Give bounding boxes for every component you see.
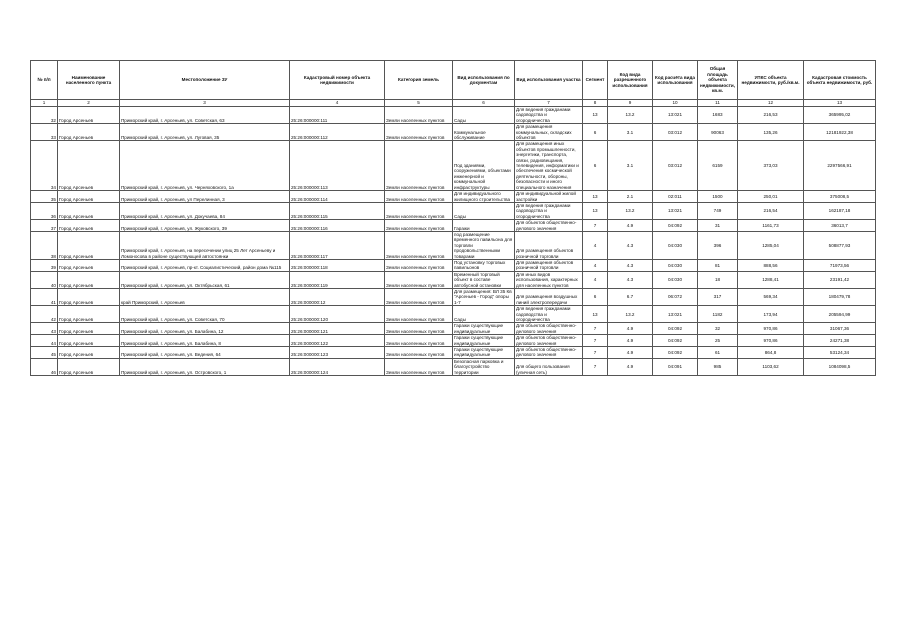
- cell-upks: 250,01: [738, 191, 804, 203]
- cell-settlement-name: Город Арсеньев: [58, 259, 120, 271]
- cell-calc-code: 04:092: [653, 335, 698, 347]
- cell-plot-use: Для объектов общественно-делового значения: [515, 220, 583, 232]
- table-row: [31, 141, 876, 191]
- cell-area: 396: [698, 231, 738, 259]
- cell-use-by-documents: Гаражи существующие индивидуальные: [453, 335, 515, 347]
- cell-calc-code: 06:072: [653, 289, 698, 306]
- cell-use-code: 4.9: [608, 220, 653, 232]
- cell-area: 32: [698, 323, 738, 335]
- cell-upks: 1103,62: [738, 358, 804, 375]
- cell-cadastral-cost: 162187,18: [804, 202, 876, 219]
- cell-cadastral-number: 25:26:000000:116: [290, 220, 385, 232]
- cadastral-table: [30, 60, 876, 376]
- cell-upks: 373,03: [738, 141, 804, 191]
- cell-land-category: Земли населенных пунктов: [385, 231, 453, 259]
- cell-row-number: 33: [31, 124, 58, 141]
- cell-use-code: 4.9: [608, 358, 653, 375]
- cell-calc-code: 04:091: [653, 358, 698, 375]
- cell-settlement-name: Город Арсеньев: [58, 358, 120, 375]
- cell-plot-use: Для ведения гражданами садоводства и огородничества: [515, 306, 583, 323]
- cell-calc-code: 04:092: [653, 347, 698, 359]
- cell-area: 6159: [698, 141, 738, 191]
- cell-settlement-name: Город Арсеньев: [58, 323, 120, 335]
- cell-settlement-name: Город Арсеньев: [58, 107, 120, 124]
- cell-settlement-name: Город Арсеньев: [58, 335, 120, 347]
- cell-settlement-name: Город Арсеньев: [58, 231, 120, 259]
- col-number: 12: [738, 100, 804, 107]
- cell-plot-use: Для иных видов использования, характерных для населенных пунктов: [515, 271, 583, 288]
- cell-calc-code: 04:030: [653, 259, 698, 271]
- cell-upks: 1161,73: [738, 220, 804, 232]
- cell-cadastral-number: 25:26:000000:121: [290, 323, 385, 335]
- col-header-location: Местоположение ЗУ: [120, 61, 290, 100]
- cell-area: 317: [698, 289, 738, 306]
- cell-use-code: 4.3: [608, 259, 653, 271]
- cell-row-number: 42: [31, 306, 58, 323]
- cell-segment: 4: [583, 259, 608, 271]
- table-row: [31, 231, 876, 259]
- col-header-segment: Сегмент: [583, 61, 608, 100]
- col-number: 11: [698, 100, 738, 107]
- cell-land-category: Земли населенных пунктов: [385, 259, 453, 271]
- cell-land-category: Земли населенных пунктов: [385, 289, 453, 306]
- cell-use-by-documents: Для индивидуального жилищного строительства: [453, 191, 515, 203]
- cell-cadastral-cost: 365995,02: [804, 107, 876, 124]
- cell-cadastral-cost: 36013,7: [804, 220, 876, 232]
- table-row: [31, 271, 876, 288]
- cell-location: Приморский край, г. Арсеньев, ул. Советская, 70: [120, 306, 290, 323]
- cell-use-by-documents: Сады: [453, 107, 515, 124]
- cell-cadastral-number: 25:26:000000:119: [290, 271, 385, 288]
- cell-location: Приморский край, г. Арсеньев, ул. Балабина, 8: [120, 335, 290, 347]
- cell-use-by-documents: Гаражи существующие индивидуальные: [453, 347, 515, 359]
- col-header-use: Вид использования участка: [515, 61, 583, 100]
- cell-area: 1182: [698, 306, 738, 323]
- cell-use-by-documents: Коммунальное обслуживание: [453, 124, 515, 141]
- cell-cadastral-number: 25:26:000000:112: [290, 124, 385, 141]
- cell-area: 81: [698, 259, 738, 271]
- col-header-area: Общая площадь объекта недвижимости, кв.м.: [698, 61, 738, 100]
- cell-upks: 216,53: [738, 107, 804, 124]
- col-header-calc-code: Код расчёта вида использования: [653, 61, 698, 100]
- cell-calc-code: 04:092: [653, 323, 698, 335]
- cell-settlement-name: Город Арсеньев: [58, 191, 120, 203]
- cell-settlement-name: Город Арсеньев: [58, 124, 120, 141]
- col-header-land-category: Категория земель: [385, 61, 453, 100]
- cell-upks: 216,54: [738, 202, 804, 219]
- cell-use-code: 6.7: [608, 289, 653, 306]
- cell-area: 18: [698, 271, 738, 288]
- cell-use-by-documents: Под зданиями, сооружениями, объектами инженерной и коммунальной инфраструктуры: [453, 141, 515, 191]
- table-row: [31, 347, 876, 359]
- cell-cadastral-number: 25:26:000000:12: [290, 289, 385, 306]
- cell-use-by-documents: Гаражи: [453, 220, 515, 232]
- cell-cadastral-cost: 1084098,5: [804, 358, 876, 375]
- col-number: 13: [804, 100, 876, 107]
- cell-segment: 7: [583, 323, 608, 335]
- cell-segment: 7: [583, 358, 608, 375]
- cell-upks: 888,56: [738, 259, 804, 271]
- cell-plot-use: Для ведения гражданами садоводства и огородничества: [515, 202, 583, 219]
- table-row: [31, 124, 876, 141]
- cell-location: Приморский край, г. Арсеньев, пр-кт. Социалистический, район дома №115: [120, 259, 290, 271]
- cell-use-code: 4.9: [608, 347, 653, 359]
- cell-plot-use: Для размещения воздушных линий электропередачи: [515, 289, 583, 306]
- cell-location: Приморский край, г. Арсеньев, ул. Октябрьская, 61: [120, 271, 290, 288]
- cell-upks: 173,94: [738, 306, 804, 323]
- cell-plot-use: Для размещения коммунальных, складских объектов: [515, 124, 583, 141]
- col-number: 9: [608, 100, 653, 107]
- cell-area: 1500: [698, 191, 738, 203]
- cell-row-number: 36: [31, 202, 58, 219]
- cell-calc-code: 13:021: [653, 107, 698, 124]
- cell-segment: 7: [583, 335, 608, 347]
- cell-segment: 13: [583, 202, 608, 219]
- cell-land-category: Земли населенных пунктов: [385, 306, 453, 323]
- table-row: [31, 107, 876, 124]
- cell-area: 749: [698, 202, 738, 219]
- table-row: [31, 202, 876, 219]
- cell-row-number: 34: [31, 141, 58, 191]
- cell-land-category: Земли населенных пунктов: [385, 202, 453, 219]
- cell-use-code: 4.3: [608, 231, 653, 259]
- cell-plot-use: Для объектов общественно-делового значения: [515, 335, 583, 347]
- cell-use-by-documents: Под установку торговых павильонов: [453, 259, 515, 271]
- cell-segment: 4: [583, 271, 608, 288]
- cell-location: Приморский край, г. Арсеньев, ул. Луговая, 35: [120, 124, 290, 141]
- cell-location: Приморский край, г. Арсеньев, ул Перелинная, 3: [120, 191, 290, 203]
- cell-cadastral-number: 25:26:000000:124: [290, 358, 385, 375]
- cell-settlement-name: Город Арсеньев: [58, 306, 120, 323]
- cell-upks: 1288,41: [738, 271, 804, 288]
- cell-use-code: 3.1: [608, 141, 653, 191]
- cell-plot-use: Для объектов общественно-делового значения: [515, 347, 583, 359]
- cell-cadastral-cost: 53124,34: [804, 347, 876, 359]
- col-number: 3: [120, 100, 290, 107]
- cell-row-number: 37: [31, 220, 58, 232]
- cell-location: Приморский край, г. Арсеньев, ул. Докучаева, 84: [120, 202, 290, 219]
- cell-cadastral-number: 25:26:000000:118: [290, 259, 385, 271]
- cell-row-number: 39: [31, 259, 58, 271]
- table-body: [31, 107, 876, 376]
- cell-area: 90063: [698, 124, 738, 141]
- cell-plot-use: Для размещения иных объектов промышленности, энергетики, транспорта, связи, радиовещания, телевидения, информатики и обеспечения космической деятельности, обороны, безопасности и иного специального назначения: [515, 141, 583, 191]
- cell-cadastral-number: 25:26:000000:113: [290, 141, 385, 191]
- cell-land-category: Земли населенных пунктов: [385, 358, 453, 375]
- cell-cadastral-cost: 2297566,91: [804, 141, 876, 191]
- cell-calc-code: 04:030: [653, 231, 698, 259]
- cell-cadastral-cost: 31067,36: [804, 323, 876, 335]
- cell-use-code: 13.2: [608, 107, 653, 124]
- cell-segment: 6: [583, 289, 608, 306]
- table-row: [31, 289, 876, 306]
- cell-use-by-documents: Временный торговый объект в составе автобусной остановки: [453, 271, 515, 288]
- cell-upks: 1285,04: [738, 231, 804, 259]
- cell-settlement-name: Город Арсеньев: [58, 220, 120, 232]
- column-number-row: [31, 100, 876, 107]
- cell-upks: 135,26: [738, 124, 804, 141]
- cell-plot-use: Для объектов общественно-делового значения: [515, 323, 583, 335]
- cell-cadastral-cost: 375008,5: [804, 191, 876, 203]
- cell-cadastral-number: 25:26:000000:122: [290, 335, 385, 347]
- cell-location: край Приморский, г. Арсеньев: [120, 289, 290, 306]
- cell-plot-use: Для индивидуальной жилой застройки: [515, 191, 583, 203]
- cell-cadastral-cost: 180479,78: [804, 289, 876, 306]
- cell-use-by-documents: Сады: [453, 306, 515, 323]
- col-header-use-code: Код вида разрешенного использования: [608, 61, 653, 100]
- cell-cadastral-number: 25:26:000000:114: [290, 191, 385, 203]
- cell-settlement-name: Город Арсеньев: [58, 289, 120, 306]
- cell-location: Приморский край, г. Арсеньев, ул. Ведения, 64: [120, 347, 290, 359]
- table-row: [31, 306, 876, 323]
- cell-cadastral-cost: 205594,99: [804, 306, 876, 323]
- cell-settlement-name: Город Арсеньев: [58, 347, 120, 359]
- cell-use-code: 2.1: [608, 191, 653, 203]
- cell-settlement-name: Город Арсеньев: [58, 271, 120, 288]
- col-number: 4: [290, 100, 385, 107]
- cell-upks: 970,86: [738, 335, 804, 347]
- cell-location: Приморский край, г. Арсеньев, ул. Островского, 1: [120, 358, 290, 375]
- cell-land-category: Земли населенных пунктов: [385, 191, 453, 203]
- cell-cadastral-number: 25:26:000000:115: [290, 202, 385, 219]
- cell-location: Приморский край, г. Арсеньев, ул. Черняховского, 1а: [120, 141, 290, 191]
- cell-plot-use: Для ведения гражданами садоводства и огородничества: [515, 107, 583, 124]
- cell-cadastral-cost: 24271,38: [804, 335, 876, 347]
- col-number: 8: [583, 100, 608, 107]
- cell-calc-code: 03:012: [653, 124, 698, 141]
- cell-cadastral-cost: 508877,93: [804, 231, 876, 259]
- cell-row-number: 32: [31, 107, 58, 124]
- col-header-name: Наименование населенного пункта: [58, 61, 120, 100]
- cell-use-code: 4.9: [608, 323, 653, 335]
- cell-upks: 569,34: [738, 289, 804, 306]
- cell-use-code: 4.9: [608, 335, 653, 347]
- cell-cadastral-cost: 23191,42: [804, 271, 876, 288]
- cell-row-number: 38: [31, 231, 58, 259]
- cell-calc-code: 04:092: [653, 220, 698, 232]
- cell-segment: 13: [583, 107, 608, 124]
- cell-segment: 6: [583, 141, 608, 191]
- cell-land-category: Земли населенных пунктов: [385, 107, 453, 124]
- cell-use-code: 4.3: [608, 271, 653, 288]
- col-number: 5: [385, 100, 453, 107]
- cell-cadastral-number: 25:26:000000:111: [290, 107, 385, 124]
- cell-use-by-documents: Безопасная парковка и благоустройство территории: [453, 358, 515, 375]
- table-row: [31, 358, 876, 375]
- col-header-cost: Кадастровая стоимость объекта недвижимости, руб.: [804, 61, 876, 100]
- cell-segment: 7: [583, 347, 608, 359]
- cell-row-number: 41: [31, 289, 58, 306]
- cell-use-by-documents: Гаражи существующие индивидуальные: [453, 323, 515, 335]
- cell-row-number: 40: [31, 271, 58, 288]
- cell-area: 61: [698, 347, 738, 359]
- cell-calc-code: 13:021: [653, 202, 698, 219]
- cell-use-by-documents: Сады: [453, 202, 515, 219]
- cell-location: Приморский край, г. Арсеньев, ул. Балабина, 12: [120, 323, 290, 335]
- cell-land-category: Земли населенных пунктов: [385, 323, 453, 335]
- cell-segment: 6: [583, 124, 608, 141]
- cell-settlement-name: Город Арсеньев: [58, 141, 120, 191]
- cell-segment: 4: [583, 231, 608, 259]
- cell-calc-code: 02:011: [653, 191, 698, 203]
- col-header-use-doc: Вид использования по документам: [453, 61, 515, 100]
- cell-calc-code: 03:012: [653, 141, 698, 191]
- cell-row-number: 46: [31, 358, 58, 375]
- cell-row-number: 44: [31, 335, 58, 347]
- cell-location: Приморский край, г. Арсеньев, ул. Советская, 63: [120, 107, 290, 124]
- cell-land-category: Земли населенных пунктов: [385, 141, 453, 191]
- cell-segment: 13: [583, 306, 608, 323]
- cell-land-category: Земли населенных пунктов: [385, 335, 453, 347]
- col-header-cadastral-number: Кадастровый номер объекта недвижимости: [290, 61, 385, 100]
- col-number: 7: [515, 100, 583, 107]
- cell-cadastral-cost: 12181922,38: [804, 124, 876, 141]
- cell-use-by-documents: Для размещения: ВЛ 35 Кв "Арсеньев - Город" опоры 1-7: [453, 289, 515, 306]
- cell-land-category: Земли населенных пунктов: [385, 124, 453, 141]
- cell-use-code: 13.2: [608, 202, 653, 219]
- col-number: 10: [653, 100, 698, 107]
- cell-plot-use: Для общего пользования (уличная сеть): [515, 358, 583, 375]
- col-number: 2: [58, 100, 120, 107]
- cell-land-category: Земли населенных пунктов: [385, 347, 453, 359]
- table-row: [31, 323, 876, 335]
- cell-area: 25: [698, 335, 738, 347]
- cell-upks: 864,8: [738, 347, 804, 359]
- cell-use-by-documents: под размещение временного павильона для торговли продовольственными товарами: [453, 231, 515, 259]
- cell-segment: 13: [583, 191, 608, 203]
- cell-row-number: 43: [31, 323, 58, 335]
- cell-area: 31: [698, 220, 738, 232]
- cell-location: Приморский край, г. Арсеньев, на пересечении улиц 25 Лет Арсеньеву и Ломоносова в районе существующей автостоянки: [120, 231, 290, 259]
- cell-calc-code: 04:030: [653, 271, 698, 288]
- col-number: 1: [31, 100, 58, 107]
- table-row: [31, 335, 876, 347]
- cell-cadastral-number: 25:26:000000:117: [290, 231, 385, 259]
- table-row: [31, 220, 876, 232]
- cell-cadastral-number: 25:26:000000:120: [290, 306, 385, 323]
- cell-row-number: 35: [31, 191, 58, 203]
- col-number: 6: [453, 100, 515, 107]
- table-row: [31, 259, 876, 271]
- col-header-n: № п/п: [31, 61, 58, 100]
- cell-cadastral-cost: 71973,56: [804, 259, 876, 271]
- header-row: [31, 61, 876, 100]
- col-header-upks: УПКС объекта недвижимости, руб./кв.м.: [738, 61, 804, 100]
- cell-settlement-name: Город Арсеньев: [58, 202, 120, 219]
- cell-use-code: 13.2: [608, 306, 653, 323]
- cell-calc-code: 13:021: [653, 306, 698, 323]
- cell-land-category: Земли населенных пунктов: [385, 220, 453, 232]
- cell-land-category: Земли населенных пунктов: [385, 271, 453, 288]
- cell-location: Приморский край, г. Арсеньев, ул. Жуковского, 39: [120, 220, 290, 232]
- cell-area: 1683: [698, 107, 738, 124]
- table-row: [31, 191, 876, 203]
- cell-row-number: 45: [31, 347, 58, 359]
- cell-plot-use: Для размещения объектов розничной торговли: [515, 231, 583, 259]
- cell-area: 985: [698, 358, 738, 375]
- cell-use-code: 3.1: [608, 124, 653, 141]
- cell-upks: 970,86: [738, 323, 804, 335]
- cell-plot-use: Для размещения объектов розничной торговли: [515, 259, 583, 271]
- registry-sheet: [30, 60, 875, 376]
- cell-segment: 7: [583, 220, 608, 232]
- cell-cadastral-number: 25:26:000000:123: [290, 347, 385, 359]
